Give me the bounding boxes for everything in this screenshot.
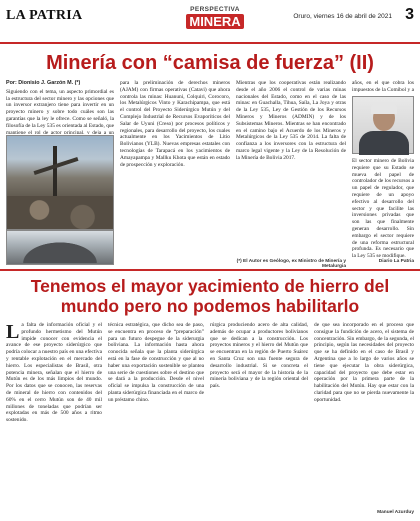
article2-column-3 [210,322,308,514]
mining-equipment-photo [6,135,114,230]
article1-col5-text: El sector minero de Bolivia requiere que su Estado se mueva del papel de controlador de los recursos a un papel de regulador, que requiere de un apoyo efectivo al desarrollo del sector y que facilite las inversiones privadas que son las que finalmente generan desarrollo. Sin embargo el sector requiere de una reforma estructural profunda. Es necesario que la Ley 535 se modifique. [352,158,414,258]
masthead [0,0,420,44]
ore-pile-photo [6,230,114,265]
newspaper-brand: LA PATRIA [6,8,83,23]
page-number: 3 [405,6,414,23]
article2-col2-text: técnica estratégica, que dicho sea de paso, se encuentra en proceso de “preparación” para un futuro despegue de la siderurgia boliviana. La información hasta ahora conocida señala que la planta siderúrgica está en la fase de construcción y que al no haber una exportación sostenible se plantea una serie de cuestiones sobre el destino que se dará a la producción. Desde el nivel oficial se impulsa la construcción de una planta siderúrgica financiada en el marco de un préstamo chino. [108,322,204,403]
article2-column-1 [6,322,102,514]
article2-col3-text: rúrgica produciendo acero de alta calidad, además de ocupar a productores bolivianos que se dedican a la construcción. Los proyectos mineros y el hierro del Mutún que se encuentran en la región de Puerto Suárez en Santa Cruz son una fuente segura de desarrollo industrial. Si se concreta el proyecto será el mayor de la historia de la minería boliviana y de la región oriental del país. [210,322,308,390]
author-portrait [352,96,414,154]
article2-headline: Tenemos el mayor yacimiento de hierro del mundo pero no podemos habilitarlo [30,276,390,316]
article1-col4-text: años, en el que cobra los impuestos de la Comibol y a [352,80,414,93]
section-logo-main: MINERA [186,14,244,29]
article1-byline: Por: Dionisio J. Garzón M. (*) [6,80,81,86]
section-logo [186,6,244,36]
article2-column-4 [314,322,414,506]
section-logo-top: PERSPECTIVA [190,6,240,13]
article1-headline: Minería con “camisa de fuerza” (II) [46,52,374,74]
article1-column-4 [352,80,414,94]
article1-column-3 [236,80,346,266]
article1-column-2 [120,80,230,266]
section-divider [0,269,420,271]
article1-author-note: (*) El Autor es Geólogo, ex Ministro de Minería y Metalurgia [236,259,346,269]
article2-dropcap: L [6,322,20,343]
article1-col2-text: para la preliminación de derechos mineros (AJAM) con firmas operativas (Catavi) que ahora controla las minas: Huanuni, Colquiri, Corocoro, los Metalúrgicos Vinto y Karachipampa, que está el control del Proyecto Siderúrgico Mutún y del Complejo Industrial de Recursos Evaporíticos del Salar de Uyuni (Creso) por procesos políticos y regionales, para desarrollo del proyecto, los cuales actualmente en los Yacimientos de Litio Bolivianos (YLB). Nuevas empresas estatales con tecnologías de Tarapacá en los yacimientos de Amayapampa y Mallku Khota que están en estado de prospección y exploración. [120,80,230,168]
article2-col1-text: a falta de información oficial y el profundo hermetismo del Mutún impide conocer con evidencia el avance de ese proyecto siderúrgico que podría colocar a nuestro país en una efectiva y rentable explotación en el mercado del hierro. Los especialistas de Brasil, otra potencia minera, señalan que el hierro de Mutún es de los más limpios del mundo. Por los datos que se conocen, las reservas de mineral de hierro con contenidos del 60% en el cerro Mutún son de 40 mil millones de toneladas que podrían ser explotadas en más de 500 años a ritmo sostenido. [6,322,102,424]
article2-column-2 [108,322,204,514]
dateline: Oruro, viernes 16 de abril de 2021 [293,13,392,20]
article1-col1-text: Siguiendo con el tema, un aspecto primordial es la estructura del sector minero y las opciones que un inversor extranjero tiene para invertir en un proyecto minero y sobre todo cuáles son las garantías que la ley le ofrece. Como se señaló, la filosofía de la Ley 535 es orientada al Estado, que mantiene el rol de actor principal, y deja a un [6,88,114,134]
article1-column-1 [6,80,114,134]
article2-author: Manuel Azurduy [377,510,414,515]
article1-col3-text: Mientras que los cooperativas están realizando desde el año 2006 el control de varias minas nacionales del Estado, como en el caso de las minas: en Guachalla, Tihua, Saíla, La Joya y otras de la Ley 535, Ley de Gestión de los Recursos Mineros y Mineros (ADMIN) y de los Subsistemas Mineros. Mientras se han encontrado en el camino bajo el Acuerdo de los Mineros y Metalúrgicos de la Ley 535 de 2014. La falta de confianza a los inversores con la estructura del marco legal vigente y la Ley de la Resolución de la Minería de Bolivia 2017. [236,80,346,161]
article1-column-5 [352,158,414,258]
article1-source: Diario La Patria [378,259,414,264]
article2-col4-text: de que sea incorporado en el proceso que consigue la fundición de acero, el sistema de concentración. Sin embargo, de la segunda, el principio, según las necesidades del proyecto que se ha definido en el caso de Brasil y Argentina que a lo largo de varios años se tiene que ejecutar la obra siderúrgica, capacidad del proyecto que debe estar en operación por la primera parte de la habilitación del Mutún. Hay que estar con la claridad para que no se pierda nuevamente la oportunidad. [314,322,414,403]
